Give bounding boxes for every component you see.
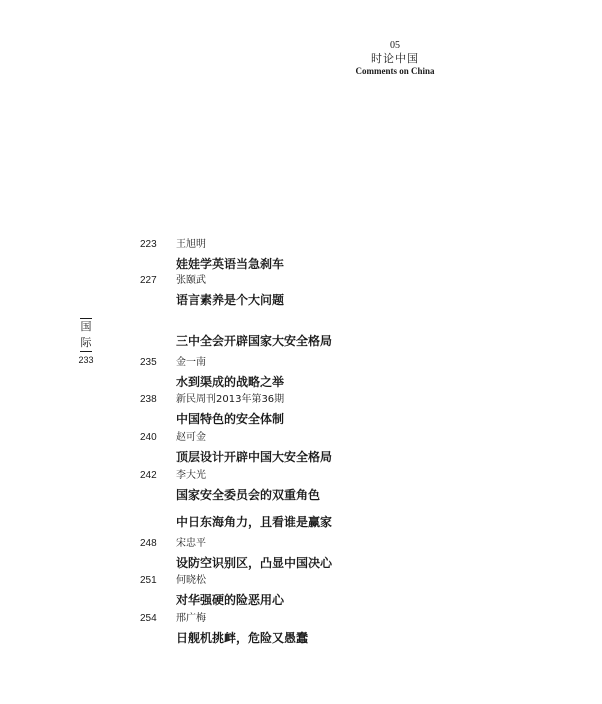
toc-author: 张颐武 (176, 275, 206, 286)
toc-title: 国家安全委员会的双重角色 (176, 488, 321, 502)
toc-author: 新民周刊2013年第36期 (176, 394, 285, 405)
toc-title: 对华强硬的险恶用心 (176, 593, 285, 607)
toc-title: 中国特色的安全体制 (176, 412, 285, 426)
section-number: 05 (390, 40, 400, 51)
toc-author: 赵可金 (176, 432, 206, 443)
toc-page-number: 254 (140, 613, 157, 624)
toc-title: 日舰机挑衅，危险又愚蠢 (176, 631, 309, 645)
toc-author: 李大光 (176, 470, 206, 481)
side-tab-page: 233 (78, 355, 94, 365)
toc-page-number: 227 (140, 275, 157, 286)
toc-page-number: 248 (140, 538, 157, 549)
side-tab-char-2: 际 (80, 336, 92, 349)
toc-author: 王旭明 (176, 239, 206, 250)
toc-page-number: 251 (140, 575, 157, 586)
section-title-cn: 时论中国 (371, 52, 419, 65)
section-title-en: Comments on China (355, 66, 435, 76)
toc-page-number: 235 (140, 357, 157, 368)
toc-page-number: 223 (140, 239, 157, 250)
toc-title: 娃娃学英语当急刹车 (176, 257, 285, 271)
toc-page-number: 238 (140, 394, 157, 405)
toc-title: 顶层设计开辟中国大安全格局 (176, 450, 333, 464)
side-tab-char-1: 国 (80, 320, 92, 333)
side-tab (76, 318, 96, 366)
toc-author: 邢广梅 (176, 613, 206, 624)
toc-section-title[interactable]: 三中全会开辟国家大安全格局 (176, 334, 333, 348)
toc-page-number: 242 (140, 470, 157, 481)
side-tab-rule-bottom (80, 351, 92, 352)
toc-author: 宋忠平 (176, 538, 206, 549)
toc-title: 设防空识别区，凸显中国决心 (176, 556, 333, 570)
toc-author: 何晓松 (176, 575, 206, 586)
toc-title: 语言素养是个大问题 (176, 293, 285, 307)
toc-page-number: 240 (140, 432, 157, 443)
toc-author: 金一南 (176, 357, 206, 368)
toc-section-title[interactable]: 中日东海角力，且看谁是赢家 (176, 515, 333, 529)
page-header (330, 40, 460, 77)
toc-title: 水到渠成的战略之举 (176, 375, 285, 389)
